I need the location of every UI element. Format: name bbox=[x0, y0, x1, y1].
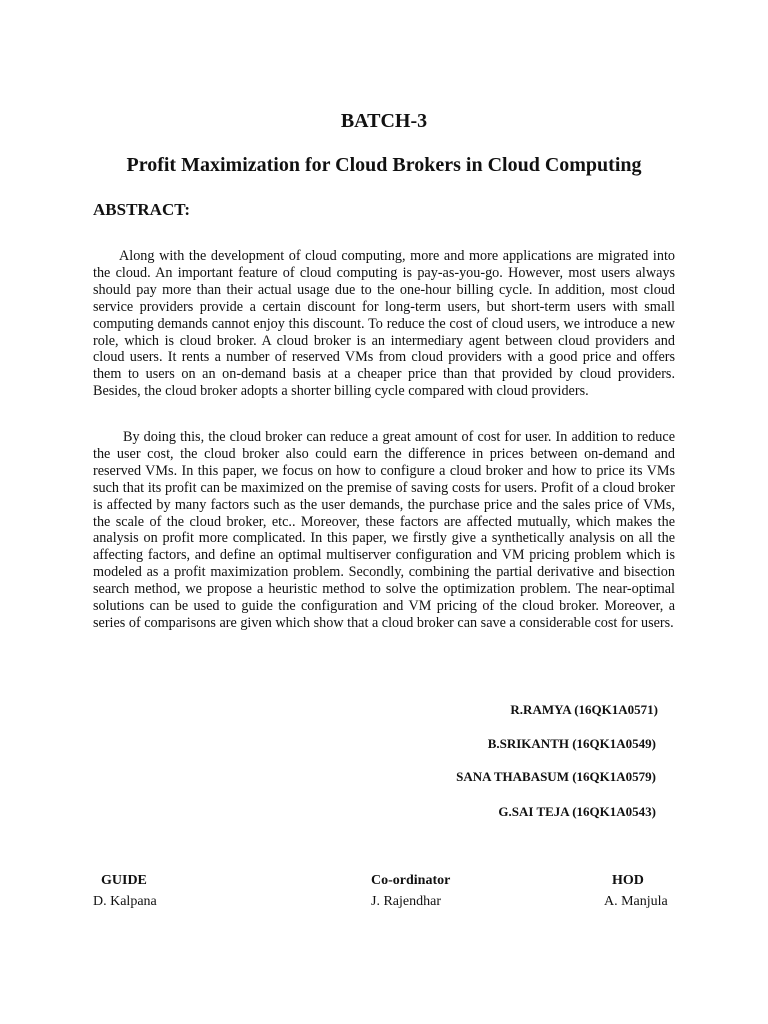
hod-role: HOD bbox=[612, 873, 644, 888]
author-4: G.SAI TEJA (16QK1A0543) bbox=[498, 804, 656, 819]
abstract-paragraph-1: Along with the development of cloud computing, more and more applications are migrated into the cloud. An important feature of cloud computing is pay-as-you-go. However, most users always should pay more than their actual usage due to the one-hour billing cycle. In addition, most cloud service providers provide a certain discount for long-term users, but short-term users with small computing demands cannot enjoy this discount. To reduce the cost of cloud users, we introduce a new role, which is cloud broker. A cloud broker is an intermediary agent between cloud providers and cloud users. It rents a number of reserved VMs from cloud providers with a good price and offers them to users on an on-demand basis at a cheaper price than that provided by cloud providers. Besides, the cloud broker adopts a shorter billing cycle compared with cloud providers. bbox=[93, 248, 675, 400]
guide-role: GUIDE bbox=[101, 873, 147, 888]
guide-name: D. Kalpana bbox=[93, 894, 157, 909]
abstract-heading: ABSTRACT: bbox=[93, 200, 190, 219]
author-3: SANA THABASUM (16QK1A0579) bbox=[456, 769, 656, 784]
hod-name: A. Manjula bbox=[604, 894, 668, 909]
author-1: R.RAMYA (16QK1A0571) bbox=[510, 702, 658, 717]
author-2: B.SRIKANTH (16QK1A0549) bbox=[487, 736, 656, 751]
document-title: Profit Maximization for Cloud Brokers in Cloud Computing bbox=[126, 154, 642, 176]
abstract-paragraph-2: By doing this, the cloud broker can reduce a great amount of cost for user. In addition to reduce the user cost, the cloud broker also could earn the difference in prices between on-demand and reserved VMs. In this paper, we focus on how to configure a cloud broker and how to price its VMs such that its profit can be maximized on the premise of saving costs for users. Profit of a cloud broker is affected by many factors such as the user demands, the purchase price and the sales price of VMs, the scale of the cloud broker, etc.. Moreover, these factors are affected mutually, which makes the analysis on profit more complicated. In this paper, we firstly give a synthetically analysis on all the affecting factors, and define an optimal multiserver configuration and VM pricing problem which is modeled as a profit maximization problem. Secondly, combining the partial derivative and bisection search method, we propose a heuristic method to solve the optimization problem. The near-optimal solutions can be used to guide the configuration and VM pricing of the cloud broker. Moreover, a series of comparisons are given which show that a cloud broker can save a considerable cost for users. bbox=[93, 429, 675, 631]
coordinator-role: Co-ordinator bbox=[371, 873, 451, 888]
batch-heading: BATCH-3 bbox=[340, 110, 428, 132]
coordinator-name: J. Rajendhar bbox=[371, 894, 441, 909]
